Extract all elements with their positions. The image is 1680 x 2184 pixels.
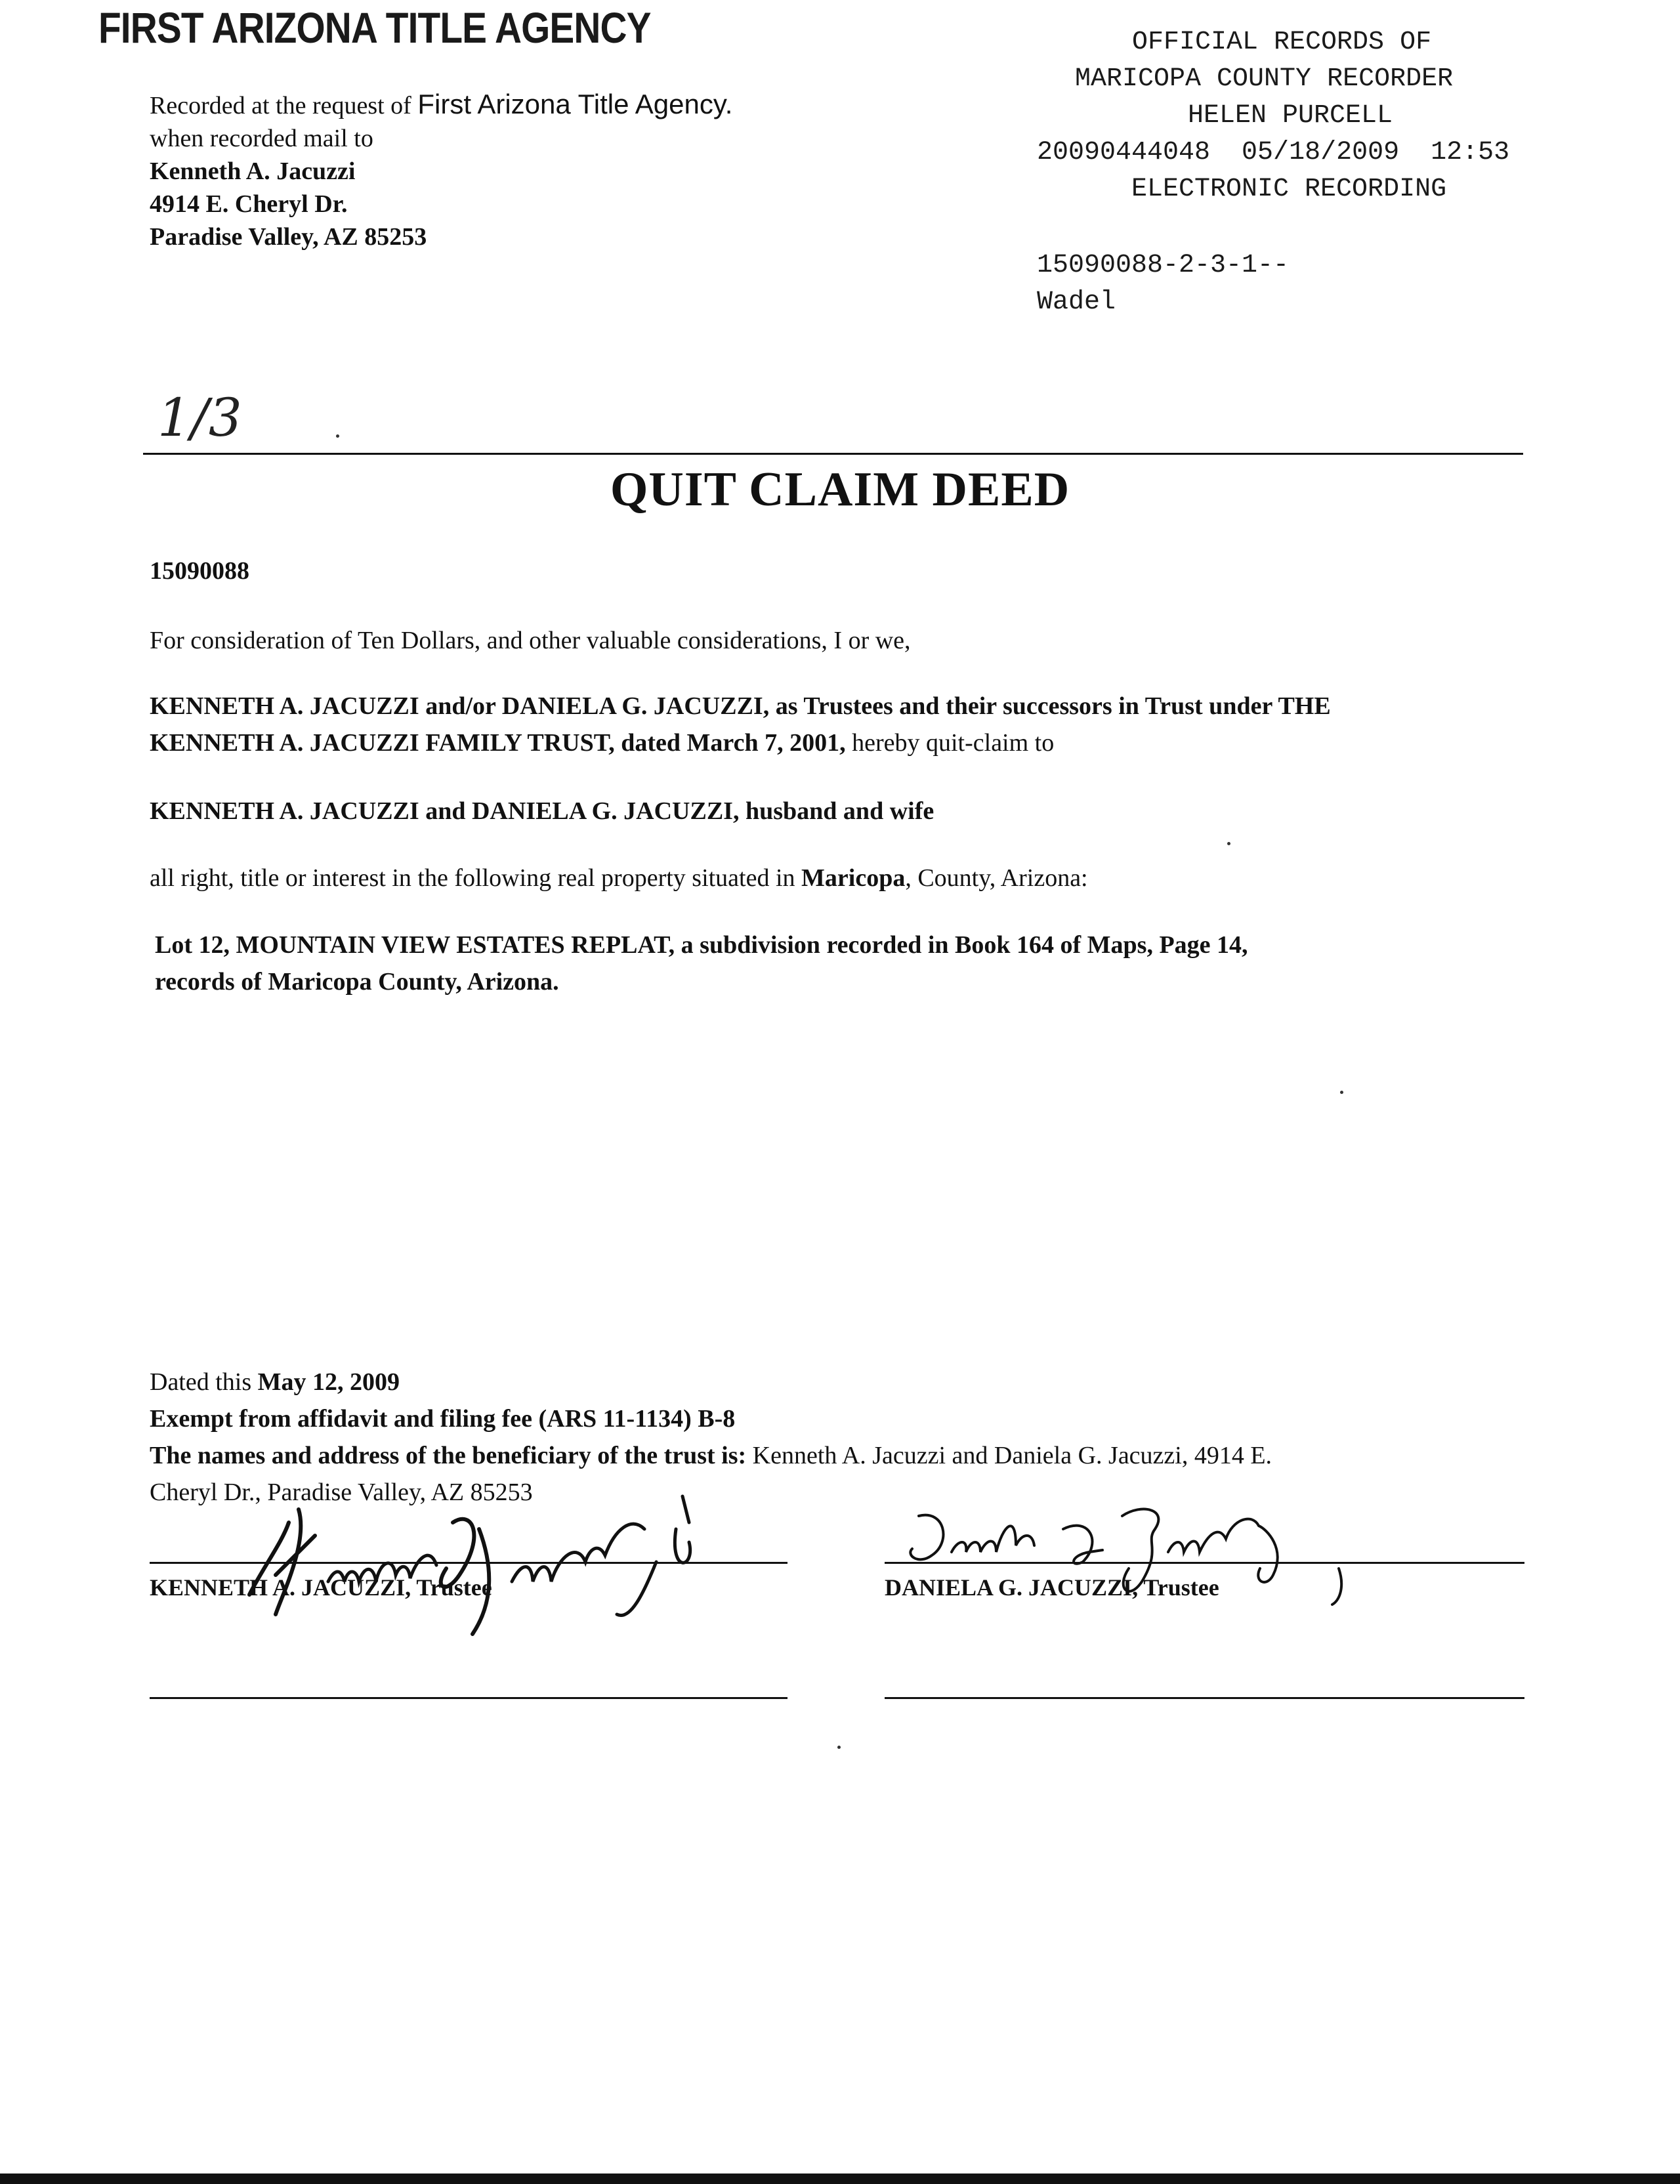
header-divider — [143, 453, 1523, 455]
mail-street: 4914 E. Cheryl Dr. — [150, 190, 348, 218]
beneficiary-label: The names and address of the beneficiary of the trust is: — [150, 1442, 747, 1469]
mail-city: Paradise Valley, AZ 85253 — [150, 223, 427, 251]
scan-speck — [837, 1746, 841, 1749]
stamp-line-4: 20090444048 05/18/2009 12:53 — [1037, 138, 1510, 167]
property-county: Maricopa — [801, 864, 906, 892]
stamp-line-2: MARICOPA COUNTY RECORDER — [1075, 64, 1454, 94]
stamp-line-5: ELECTRONIC RECORDING — [1131, 175, 1447, 204]
signature-kenneth-jacuzzi — [236, 1483, 709, 1641]
mail-to-label: when recorded mail to — [150, 125, 373, 152]
legal-line-2: records of Maricopa County, Arizona. — [155, 968, 559, 996]
scan-speck — [1340, 1091, 1343, 1094]
signer-label-left: KENNETH A. JACUZZI, Trustee — [150, 1574, 492, 1601]
property-intro-prefix: all right, title or interest in the following real property situated in — [150, 864, 802, 892]
recorded-prefix: Recorded at the request of — [150, 92, 411, 119]
dated-prefix: Dated this — [150, 1368, 258, 1396]
recorded-request-line — [150, 88, 732, 122]
scan-bottom-edge — [0, 2174, 1680, 2184]
dated-value: May 12, 2009 — [257, 1368, 400, 1396]
handwritten-page-mark: 1/3 — [158, 387, 242, 448]
blank-line-left — [150, 1697, 788, 1699]
beneficiary-value-1: Kenneth A. Jacuzzi and Daniela G. Jacuzzi, 4914 E. — [746, 1442, 1272, 1469]
signer-label-right: DANIELA G. JACUZZI, Trustee — [885, 1574, 1219, 1601]
grantor-line-1: KENNETH A. JACUZZI and/or DANIELA G. JACUZZI, as Trustees and their successors in Trust under THE — [150, 692, 1331, 720]
legal-line-1: Lot 12, MOUNTAIN VIEW ESTATES REPLAT, a subdivision recorded in Book 164 of Maps, Page 14, — [155, 931, 1248, 959]
grantor-line-2: KENNETH A. JACUZZI FAMILY TRUST, dated March 7, 2001, — [150, 729, 846, 757]
signature-daniela-jacuzzi — [892, 1490, 1352, 1621]
stamp-line-1: OFFICIAL RECORDS OF — [1132, 28, 1432, 57]
recorded-by: First Arizona Title Agency. — [417, 89, 733, 119]
beneficiary-value-2: Cheryl Dr., Paradise Valley, AZ 85253 — [150, 1479, 533, 1506]
blank-line-right — [885, 1697, 1524, 1699]
stamp-line-6: 15090088-2-3-1-- — [1037, 251, 1290, 280]
scan-speck — [1227, 842, 1230, 845]
grantor-line-2-rest: hereby quit-claim to — [845, 729, 1055, 757]
legal-description — [155, 927, 1248, 1000]
document-number: 15090088 — [150, 557, 249, 585]
document-title: QUIT CLAIM DEED — [610, 463, 1070, 516]
consideration-text: For consideration of Ten Dollars, and other valuable considerations, I or we, — [150, 627, 911, 654]
mail-name: Kenneth A. Jacuzzi — [150, 158, 356, 185]
stamp-line-3: HELEN PURCELL — [1188, 101, 1393, 131]
grantor-block — [150, 688, 1331, 761]
grantee-text: KENNETH A. JACUZZI and DANIELA G. JACUZZI, husband and wife — [150, 797, 934, 825]
exempt-line: Exempt from affidavit and filing fee (ARS 11-1134) B-8 — [150, 1405, 736, 1433]
property-intro — [150, 860, 1088, 896]
recording-request-block — [150, 88, 732, 253]
stamp-line-7: Wadel — [1037, 287, 1116, 317]
scan-speck — [336, 434, 339, 438]
property-intro-suffix: , County, Arizona: — [905, 864, 1088, 892]
agency-name: FIRST ARIZONA TITLE AGENCY — [98, 3, 651, 52]
